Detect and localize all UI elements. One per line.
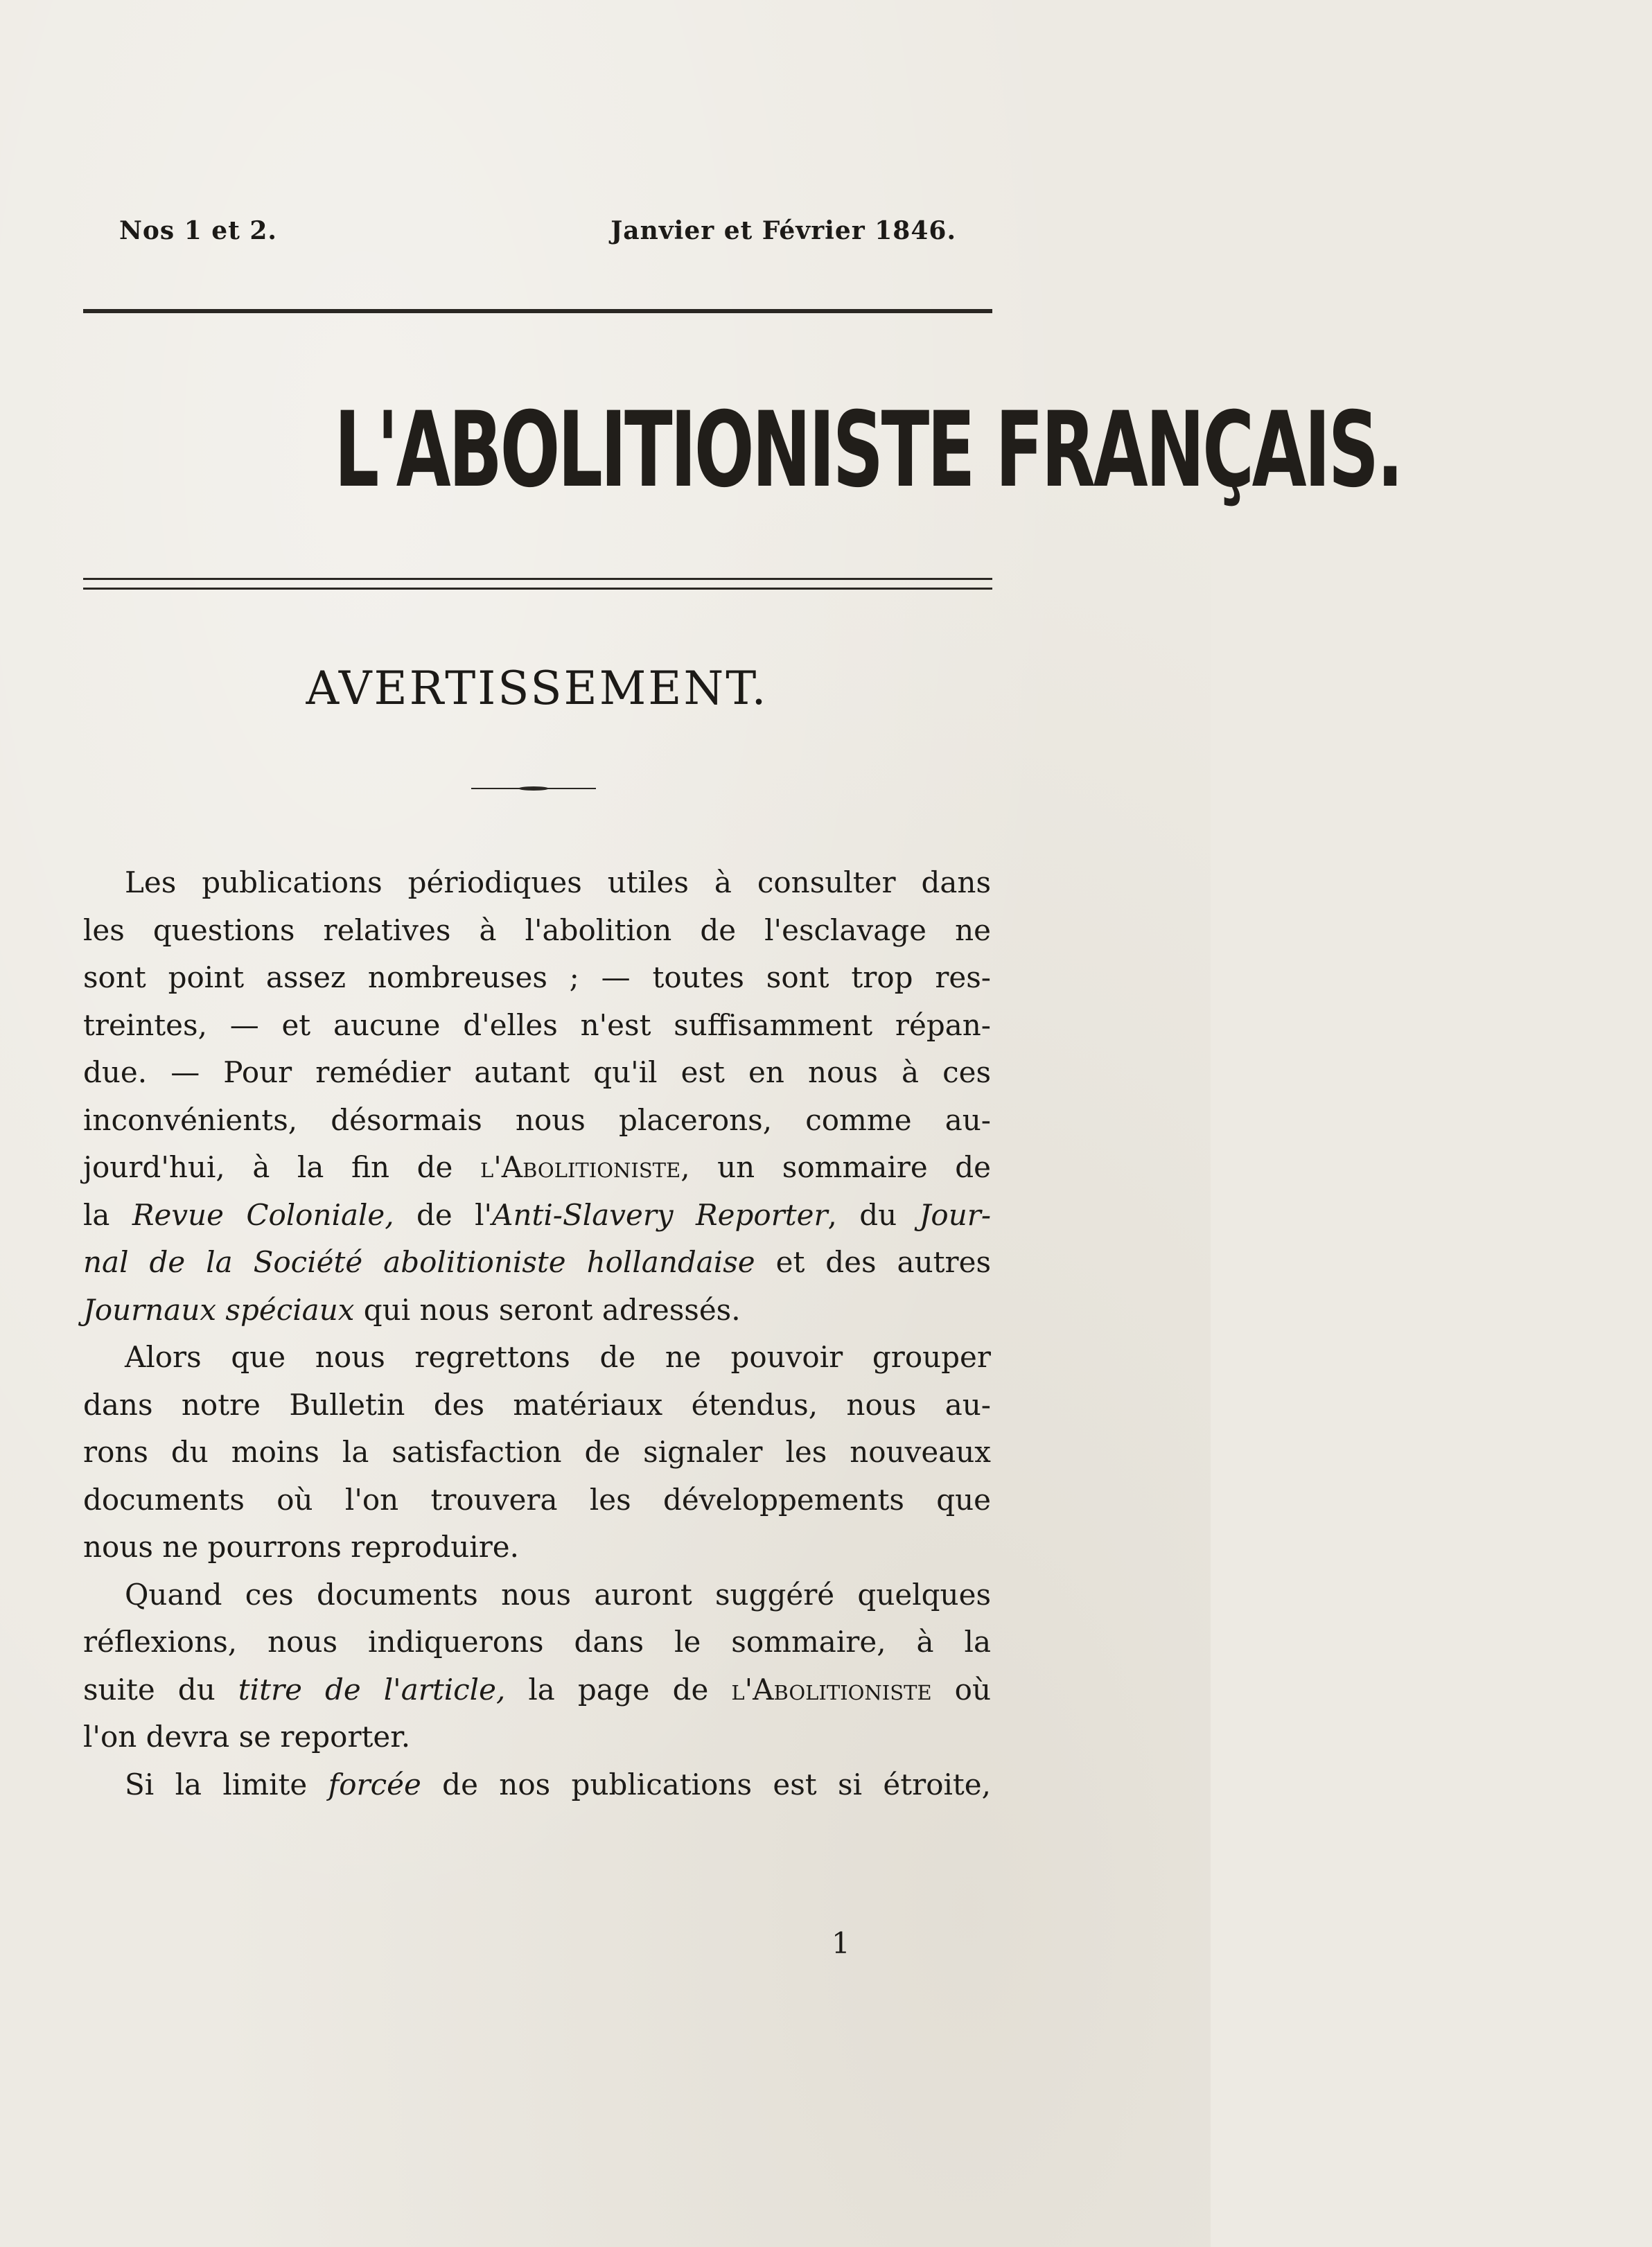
body-line: les questions relatives à l'abolition de l'esclavage ne <box>83 913 991 947</box>
masthead-title <box>83 388 1402 513</box>
issue-date: Janvier et Février 1846. <box>610 216 956 245</box>
page-number: 1 <box>832 1926 850 1960</box>
journal-title: Jour- <box>919 1197 992 1232</box>
issue-number: Nos 1 et 2. <box>119 216 277 245</box>
body-line: Quand ces documents nous auront suggéré quelques <box>125 1577 991 1612</box>
body-line: Alors que nous regrettons de ne pouvoir grouper <box>125 1340 991 1374</box>
text-run: qui nous seront adressés. <box>354 1292 741 1327</box>
header-rule <box>83 309 992 313</box>
journal-title: Anti-Slavery Reporter <box>492 1197 828 1232</box>
body-line: sont point assez nombreuses ; — toutes sont trop res- <box>83 960 991 994</box>
journal-title: Journaux spéciaux <box>83 1292 355 1327</box>
masthead-rule-top <box>83 578 992 580</box>
text-run: Si la limite <box>125 1767 328 1801</box>
body-line <box>83 1144 991 1192</box>
body-line: nous ne pourrons reproduire. <box>83 1530 519 1564</box>
section-title: AVERTISSEMENT. <box>306 662 768 715</box>
body-line: Les publications périodiques utiles à consulter dans <box>125 865 991 899</box>
body-line <box>83 1666 991 1714</box>
issue-header <box>83 216 956 251</box>
text-run: où <box>931 1672 992 1707</box>
text-run: de l' <box>394 1197 493 1232</box>
journal-title: Revue Coloniale, <box>132 1197 394 1232</box>
ornament-divider <box>471 785 596 792</box>
article-body <box>83 859 991 1808</box>
body-line: treintes, — et aucune d'elles n'est suffisamment répan- <box>83 1007 991 1042</box>
masthead-rule-bottom <box>83 588 992 590</box>
masthead-title-text: L'ABOLITIONISTE FRANÇAIS. <box>334 390 1402 511</box>
text-run: la page de <box>505 1672 732 1707</box>
body-line: réflexions, nous indiquerons dans le sommaire, à la <box>83 1625 991 1659</box>
body-line: inconvénients, désormais nous placerons, comme au- <box>83 1102 991 1137</box>
text-run: jourd'hui, à la fin de <box>83 1150 480 1184</box>
body-line: rons du moins la satisfaction de signaler les nouveaux <box>83 1435 991 1469</box>
body-line <box>83 1192 991 1240</box>
text-run: , du <box>827 1197 920 1232</box>
body-line: dans notre Bulletin des matériaux étendus, nous au- <box>83 1387 991 1422</box>
journal-name: l'Abolitioniste <box>480 1150 681 1184</box>
body-line: due. — Pour remédier autant qu'il est en nous à ces <box>83 1055 991 1089</box>
journal-name: l'Abolitioniste <box>731 1672 932 1707</box>
body-line <box>83 1761 991 1809</box>
body-line: documents où l'on trouvera les développements que <box>83 1482 991 1517</box>
text-run: , un sommaire de <box>680 1150 992 1184</box>
text-run: et des autres <box>755 1245 991 1279</box>
body-line <box>83 1239 991 1287</box>
emphasis: titre de l'article, <box>238 1672 506 1707</box>
text-run: suite du <box>83 1672 238 1707</box>
text-run: de nos publications est si étroite, <box>421 1767 991 1801</box>
text-run: la <box>83 1197 132 1232</box>
emphasis: forcée <box>328 1767 421 1801</box>
body-line <box>83 1287 991 1334</box>
body-line: l'on devra se reporter. <box>83 1720 411 1754</box>
journal-title: nal de la Société abolitioniste hollandaise <box>83 1245 755 1279</box>
